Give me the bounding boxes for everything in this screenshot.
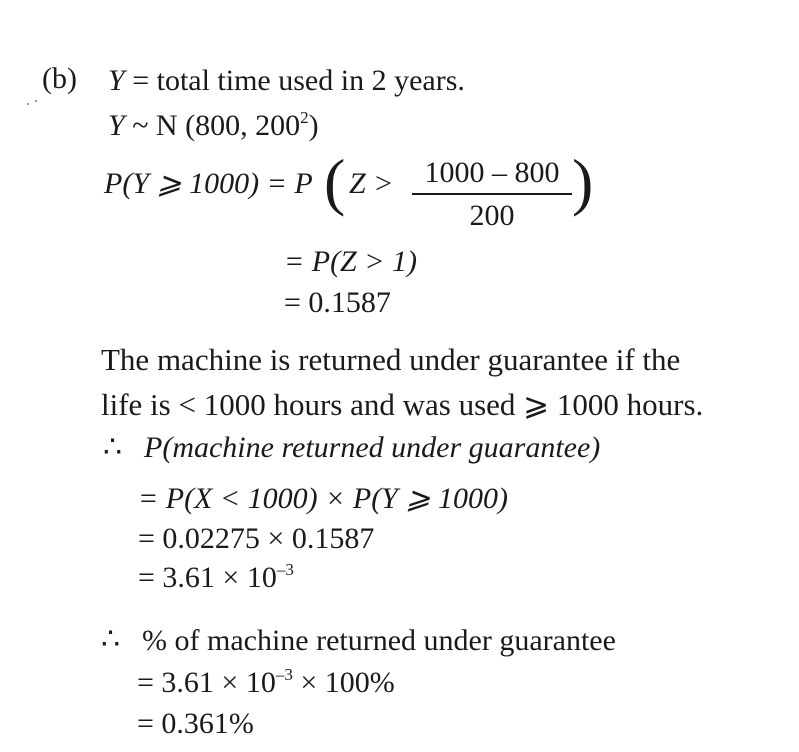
distribution-line bbox=[108, 108, 319, 142]
text-line-1: The machine is returned under guarantee if the bbox=[101, 342, 681, 377]
therefore-symbol-2: ∴ bbox=[101, 623, 121, 656]
pct-1-base: = 3.61 × 10 bbox=[137, 666, 276, 699]
probability-lhs bbox=[104, 169, 313, 199]
scan-speck bbox=[35, 100, 37, 102]
dist-close: ) bbox=[308, 109, 319, 142]
dist-exponent: 2 bbox=[300, 108, 309, 127]
calc-2: = 0.02275 × 0.1587 bbox=[138, 522, 375, 555]
percent-text: % of machine returned under guarantee bbox=[142, 624, 616, 657]
fraction bbox=[412, 158, 572, 231]
fraction-numerator: 1000 – 800 bbox=[424, 156, 560, 189]
calc-3-exponent: –3 bbox=[276, 560, 294, 579]
right-paren: ) bbox=[572, 146, 594, 217]
step-1: = P(Z > 1) bbox=[284, 245, 417, 278]
y-definition-text: = total time used in 2 years. bbox=[124, 64, 465, 97]
p-returned: P(machine returned under guarantee) bbox=[144, 431, 601, 464]
prob-z: Z > bbox=[349, 167, 394, 200]
text-line-2: life is < 1000 hours and was used ⩾ 1000 hours. bbox=[101, 387, 704, 422]
calc-1: = P(X < 1000) × P(Y ⩾ 1000) bbox=[138, 482, 508, 515]
pct-1-exponent: –3 bbox=[275, 665, 293, 684]
percent-calc-1 bbox=[137, 665, 395, 699]
y-var: Y bbox=[108, 64, 125, 97]
dist-var: Y bbox=[108, 109, 125, 142]
left-paren: ( bbox=[324, 146, 346, 217]
percent-calc-2: = 0.361% bbox=[137, 707, 254, 740]
y-definition bbox=[108, 66, 465, 96]
step-2: = 0.1587 bbox=[284, 286, 391, 319]
therefore-symbol-1: ∴ bbox=[103, 431, 123, 464]
fraction-denominator: 200 bbox=[469, 199, 515, 232]
dist-text: ~ N (800, 200 bbox=[124, 109, 301, 142]
calc-3-base: = 3.61 × 10 bbox=[138, 561, 277, 594]
calc-3 bbox=[138, 560, 294, 594]
pct-1-tail: × 100% bbox=[292, 666, 395, 699]
scan-speck bbox=[27, 103, 29, 105]
part-label: (b) bbox=[42, 62, 77, 95]
prob-lhs-text: P(Y ⩾ 1000) = P bbox=[104, 167, 313, 200]
